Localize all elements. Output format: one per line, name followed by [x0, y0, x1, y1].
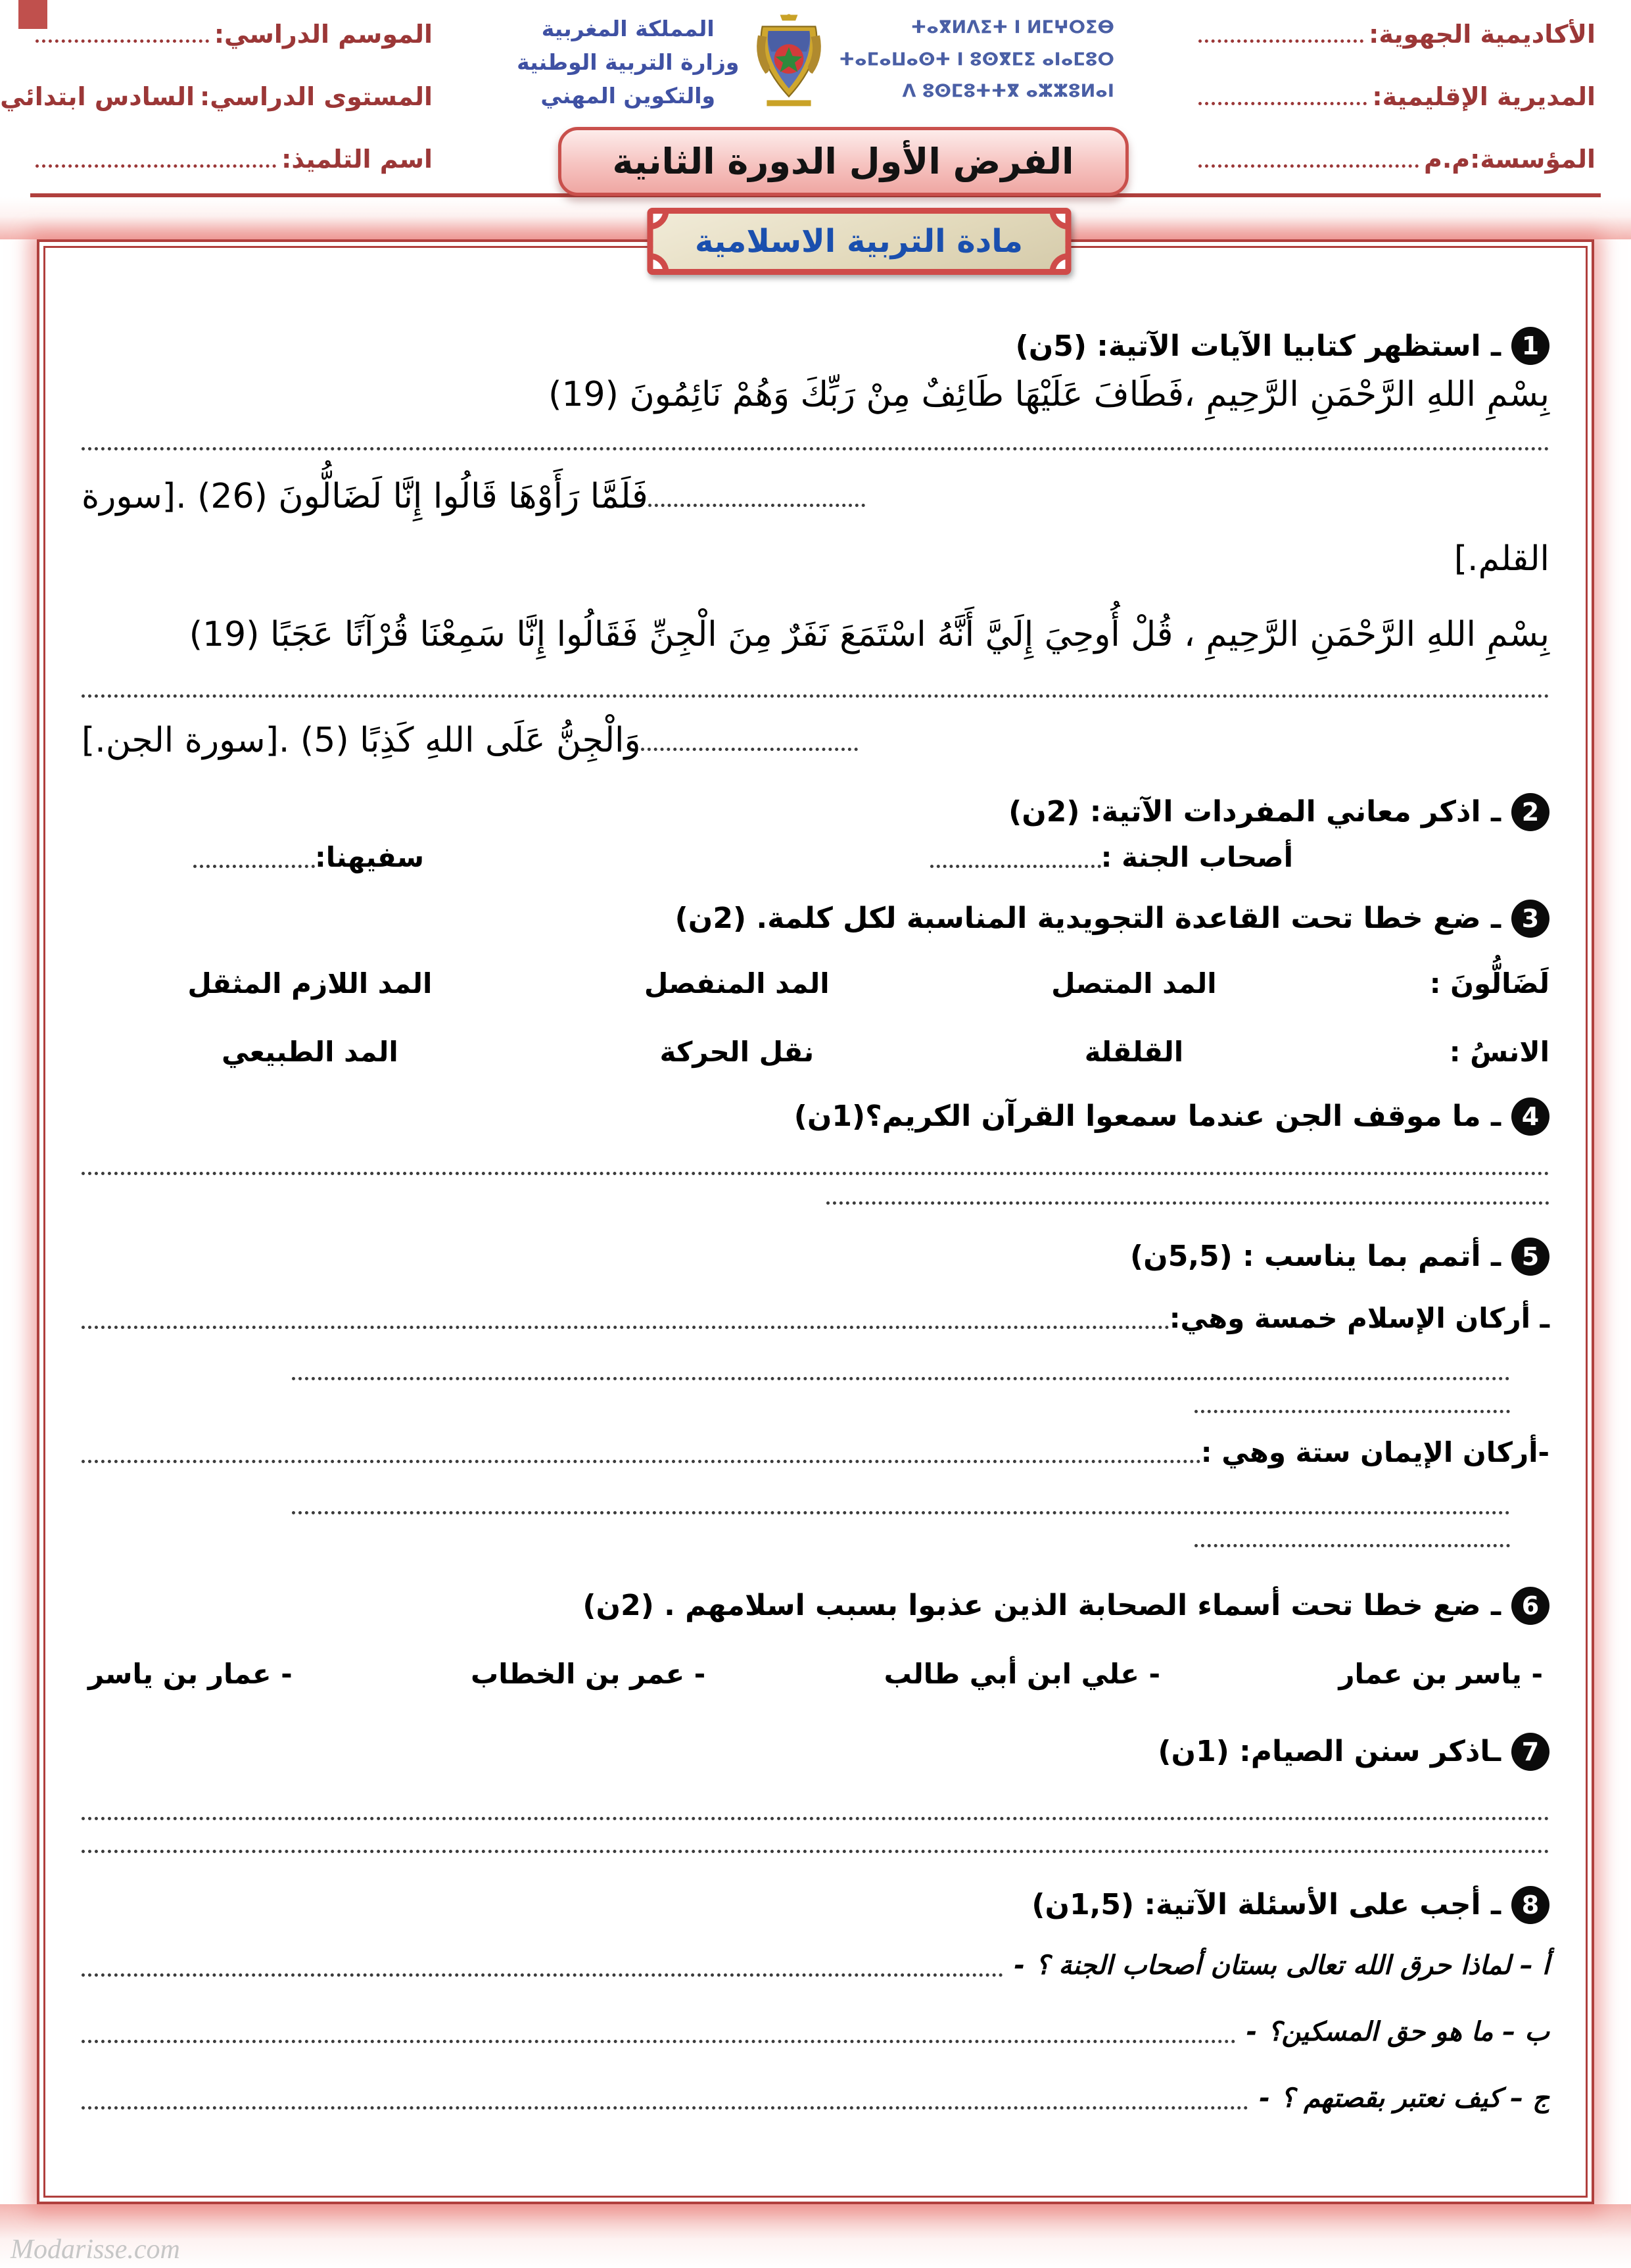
quran-verse-2: بِسْمِ اللهِ الرَّحْمَنِ الرَّحِيمِ ، قُلْ أُوحِيَ إِلَيَّ أَنَّهُ اسْتَمَعَ نَفَرٌ مِنَ الْجِنِّ فَقَالُوا إِنَّا سَمِعْنَا قُرْآنًا عَجَبًا (19) — [189, 615, 1549, 655]
field-student-name — [35, 145, 433, 174]
bottom-glow-band — [0, 2204, 1631, 2268]
answer-blank-line[interactable] — [1198, 164, 1419, 168]
question-title-text: ـ ما موقف الجن عندما سمعوا القرآن الكريم؟(1ن) — [793, 1099, 1501, 1134]
answer-blank-line[interactable] — [193, 865, 315, 868]
question-5-title — [82, 1238, 1549, 1276]
quran-verse-1: بِسْمِ اللهِ الرَّحْمَنِ الرَّحِيمِ ،فَطَافَ عَلَيْهَا طَائِفٌ مِنْ رَبِّكَ وَهُمْ نَائِمُونَ (19) — [548, 375, 1549, 414]
question-number-badge: 6 — [1511, 1587, 1549, 1625]
vocab-word: سفيهنا: — [315, 840, 425, 873]
answer-blank-line[interactable] — [82, 1850, 1549, 1853]
answer-blank-line[interactable] — [82, 1817, 1549, 1820]
answer-blank-line[interactable] — [292, 1511, 1510, 1514]
question-8-item-c — [82, 2083, 1549, 2113]
ministry-line: والتكوين المهني — [540, 83, 716, 109]
watermark: Modarisse.com — [11, 2234, 180, 2265]
answer-blank-line[interactable] — [82, 694, 1549, 698]
fill-label: -أركان الإيمان ستة وهي : — [1200, 1436, 1549, 1468]
quran-verse-1-continuation — [82, 477, 1549, 516]
companions-options — [82, 1658, 1549, 1690]
ministry-line: المملكة المغربية — [541, 16, 715, 41]
plaque-corner-notch — [1049, 208, 1071, 229]
answer-blank-line[interactable] — [648, 504, 865, 507]
dash: - — [1259, 2083, 1270, 2113]
answer-blank-line[interactable] — [1198, 102, 1367, 105]
tajwid-option[interactable]: المد الطبيعي — [221, 1035, 398, 1068]
tajwid-row — [82, 967, 1549, 1000]
question-number-badge: 8 — [1511, 1886, 1549, 1924]
question-7-title — [82, 1733, 1549, 1771]
plaque-corner-notch — [647, 208, 669, 229]
ministry-line: وزارة التربية الوطنية — [517, 49, 740, 76]
answer-blank-line[interactable] — [82, 1460, 1201, 1463]
question-number-badge: 7 — [1511, 1733, 1549, 1771]
question-title-text: ـ اذكر معاني المفردات الآتية: (2ن) — [1008, 795, 1501, 829]
question-2-title — [82, 793, 1549, 831]
question-4-title — [82, 1098, 1549, 1136]
field-school-year — [35, 20, 433, 49]
companion-option[interactable]: - عمر بن الخطاب — [471, 1657, 706, 1690]
answer-blank-line[interactable] — [826, 1201, 1549, 1205]
quran-verse-text: فَلَمَّا رَأَوْهَا قَالُوا إِنَّا لَضَالُّونَ (26) .[سورة — [82, 477, 648, 517]
header-right-fields — [1193, 9, 1601, 193]
question-title-text: ـ أجب على الأسئلة الآتية: (1,5ن) — [1031, 1888, 1501, 1922]
tajwid-row — [82, 1036, 1549, 1068]
field-label: الموسم الدراسي: — [214, 20, 433, 49]
subject-title-plaque — [647, 208, 1071, 275]
field-provincial-directorate — [1198, 82, 1596, 111]
answer-blank-line[interactable] — [82, 2106, 1248, 2110]
answer-blank-line[interactable] — [292, 1377, 1510, 1380]
field-grade-level — [0, 82, 433, 111]
question-title-text: ـ ضع خطا تحت القاعدة التجويدية المناسبة لكل كلمة. (2ن) — [674, 902, 1501, 936]
tajwid-option[interactable]: المد المنفصل — [644, 967, 830, 1000]
companion-option[interactable]: - علي ابن أبي طالب — [884, 1657, 1160, 1690]
plaque-corner-notch — [647, 253, 669, 275]
pillars-of-iman-item — [82, 1436, 1549, 1468]
question-1-title — [82, 327, 1549, 365]
answer-blank-line[interactable] — [1194, 1410, 1510, 1413]
tajwid-option[interactable]: نقل الحركة — [659, 1035, 815, 1068]
ministry-line: ⵜⴰⵎⴰⵡⴰⵙⵜ ⵏ ⵓⵙⴳⵎⵉ ⴰⵏⴰⵎⵓⵔ — [839, 49, 1114, 70]
field-label: المستوى الدراسي: — [200, 82, 433, 111]
answer-blank-line[interactable] — [82, 2040, 1236, 2043]
tajwid-word: لَضَالُّونَ : — [1429, 967, 1549, 1000]
answer-blank-line[interactable] — [641, 748, 858, 751]
tajwid-option[interactable]: القلقلة — [1084, 1035, 1184, 1068]
ministry-line: ⴷ ⵓⵙⵎⵓⵜⵜⴳ ⴰⵣⵣⵓⵍⴰⵏ — [902, 81, 1114, 102]
question-title-text: ـ ضع خطا تحت أسماء الصحابة الذين عذبوا بسبب اسلامهم . (2ن) — [582, 1589, 1501, 1623]
exam-body-frame — [37, 239, 1594, 2204]
tajwid-option[interactable]: المد المتصل — [1051, 967, 1217, 1000]
companion-option[interactable]: - عمار بن ياسر — [88, 1657, 293, 1690]
quran-verse-1-source: القلم.] — [1454, 539, 1549, 579]
question-title-text: ـ استظهر كتابيا الآيات الآتية: (5ن) — [1015, 329, 1501, 363]
quran-verse-2-continuation — [82, 721, 1549, 760]
answer-blank-line[interactable] — [82, 1973, 1003, 1977]
question-title-text: ـ أتمم بما يناسب : (5,5ن) — [1130, 1240, 1501, 1274]
field-regional-academy — [1198, 20, 1596, 49]
field-label: المؤسسة:م.م — [1423, 145, 1596, 174]
subject-title: مادة التربية الاسلامية — [694, 223, 1024, 260]
question-number-badge: 4 — [1511, 1098, 1549, 1136]
exam-title-banner: الفرض الأول الدورة الثانية — [557, 127, 1128, 196]
field-school — [1198, 145, 1596, 174]
question-title-text: ـاذكر سنن الصيام: (1ن) — [1158, 1735, 1501, 1769]
question-3-title — [82, 900, 1549, 938]
vocab-word: أصحاب الجنة : — [1100, 840, 1293, 873]
pillars-of-islam-item — [82, 1302, 1549, 1334]
ministry-line: ⵜⴰⴳⵍⴷⵉⵜ ⵏ ⵍⵎⵖⵔⵉⴱ — [910, 17, 1114, 37]
plaque-corner-notch — [1049, 253, 1071, 275]
page-header — [0, 0, 1601, 197]
fill-label: ـ أركان الإسلام خمسة وهي: — [1169, 1301, 1549, 1334]
dash: - — [1014, 1950, 1026, 1981]
sub-question-text: أ – لماذا حرق الله تعالى بستان أصحاب الجنة ؟ — [1035, 1950, 1549, 1981]
answer-blank-line[interactable] — [82, 447, 1549, 450]
answer-blank-line[interactable] — [82, 1326, 1170, 1329]
field-label: المديرية الإقليمية: — [1372, 82, 1596, 111]
answer-blank-line[interactable] — [930, 865, 1101, 868]
field-label: اسم التلميذ: — [281, 145, 433, 174]
answer-blank-line[interactable] — [35, 164, 276, 168]
question-number-badge: 5 — [1511, 1238, 1549, 1276]
tajwid-option[interactable]: المد اللازم المثقل — [187, 967, 433, 1000]
dash: - — [1246, 2016, 1258, 2047]
field-value: السادس ابتدائي — [0, 82, 195, 111]
question-2-answers — [82, 841, 1549, 873]
exam-body — [43, 246, 1588, 2198]
companion-option[interactable]: - ياسر بن عمار — [1338, 1657, 1543, 1690]
answer-blank-line[interactable] — [1198, 39, 1363, 43]
field-label: الأكاديمية الجهوية: — [1369, 20, 1596, 49]
question-8-title — [82, 1886, 1549, 1924]
answer-blank-line[interactable] — [82, 1172, 1549, 1175]
question-number-badge: 3 — [1511, 900, 1549, 938]
ministry-name-arabic — [517, 12, 739, 112]
question-number-badge: 1 — [1511, 327, 1549, 365]
question-number-badge: 2 — [1511, 793, 1549, 831]
tajwid-word: الانسُ : — [1449, 1035, 1549, 1068]
quran-verse-text: وَالْجِنُّ عَلَى اللهِ كَذِبًا (5) .[سورة الجن.] — [82, 720, 641, 760]
sub-question-text: ب – ما هو حق المسكين؟ — [1267, 2016, 1549, 2047]
answer-blank-line[interactable] — [1194, 1544, 1510, 1547]
corner-mark — [18, 0, 47, 29]
morocco-coat-of-arms-logo — [752, 12, 826, 110]
header-left-fields — [0, 9, 438, 193]
header-center — [438, 9, 1193, 193]
question-8-item-b — [82, 2017, 1549, 2047]
ministry-name-tifinagh — [839, 12, 1114, 108]
sub-question-text: ج – كيف نعتبر بقصتهم ؟ — [1280, 2083, 1549, 2113]
question-8-item-a — [82, 1950, 1549, 1981]
question-6-title — [82, 1587, 1549, 1625]
answer-blank-line[interactable] — [35, 39, 209, 43]
